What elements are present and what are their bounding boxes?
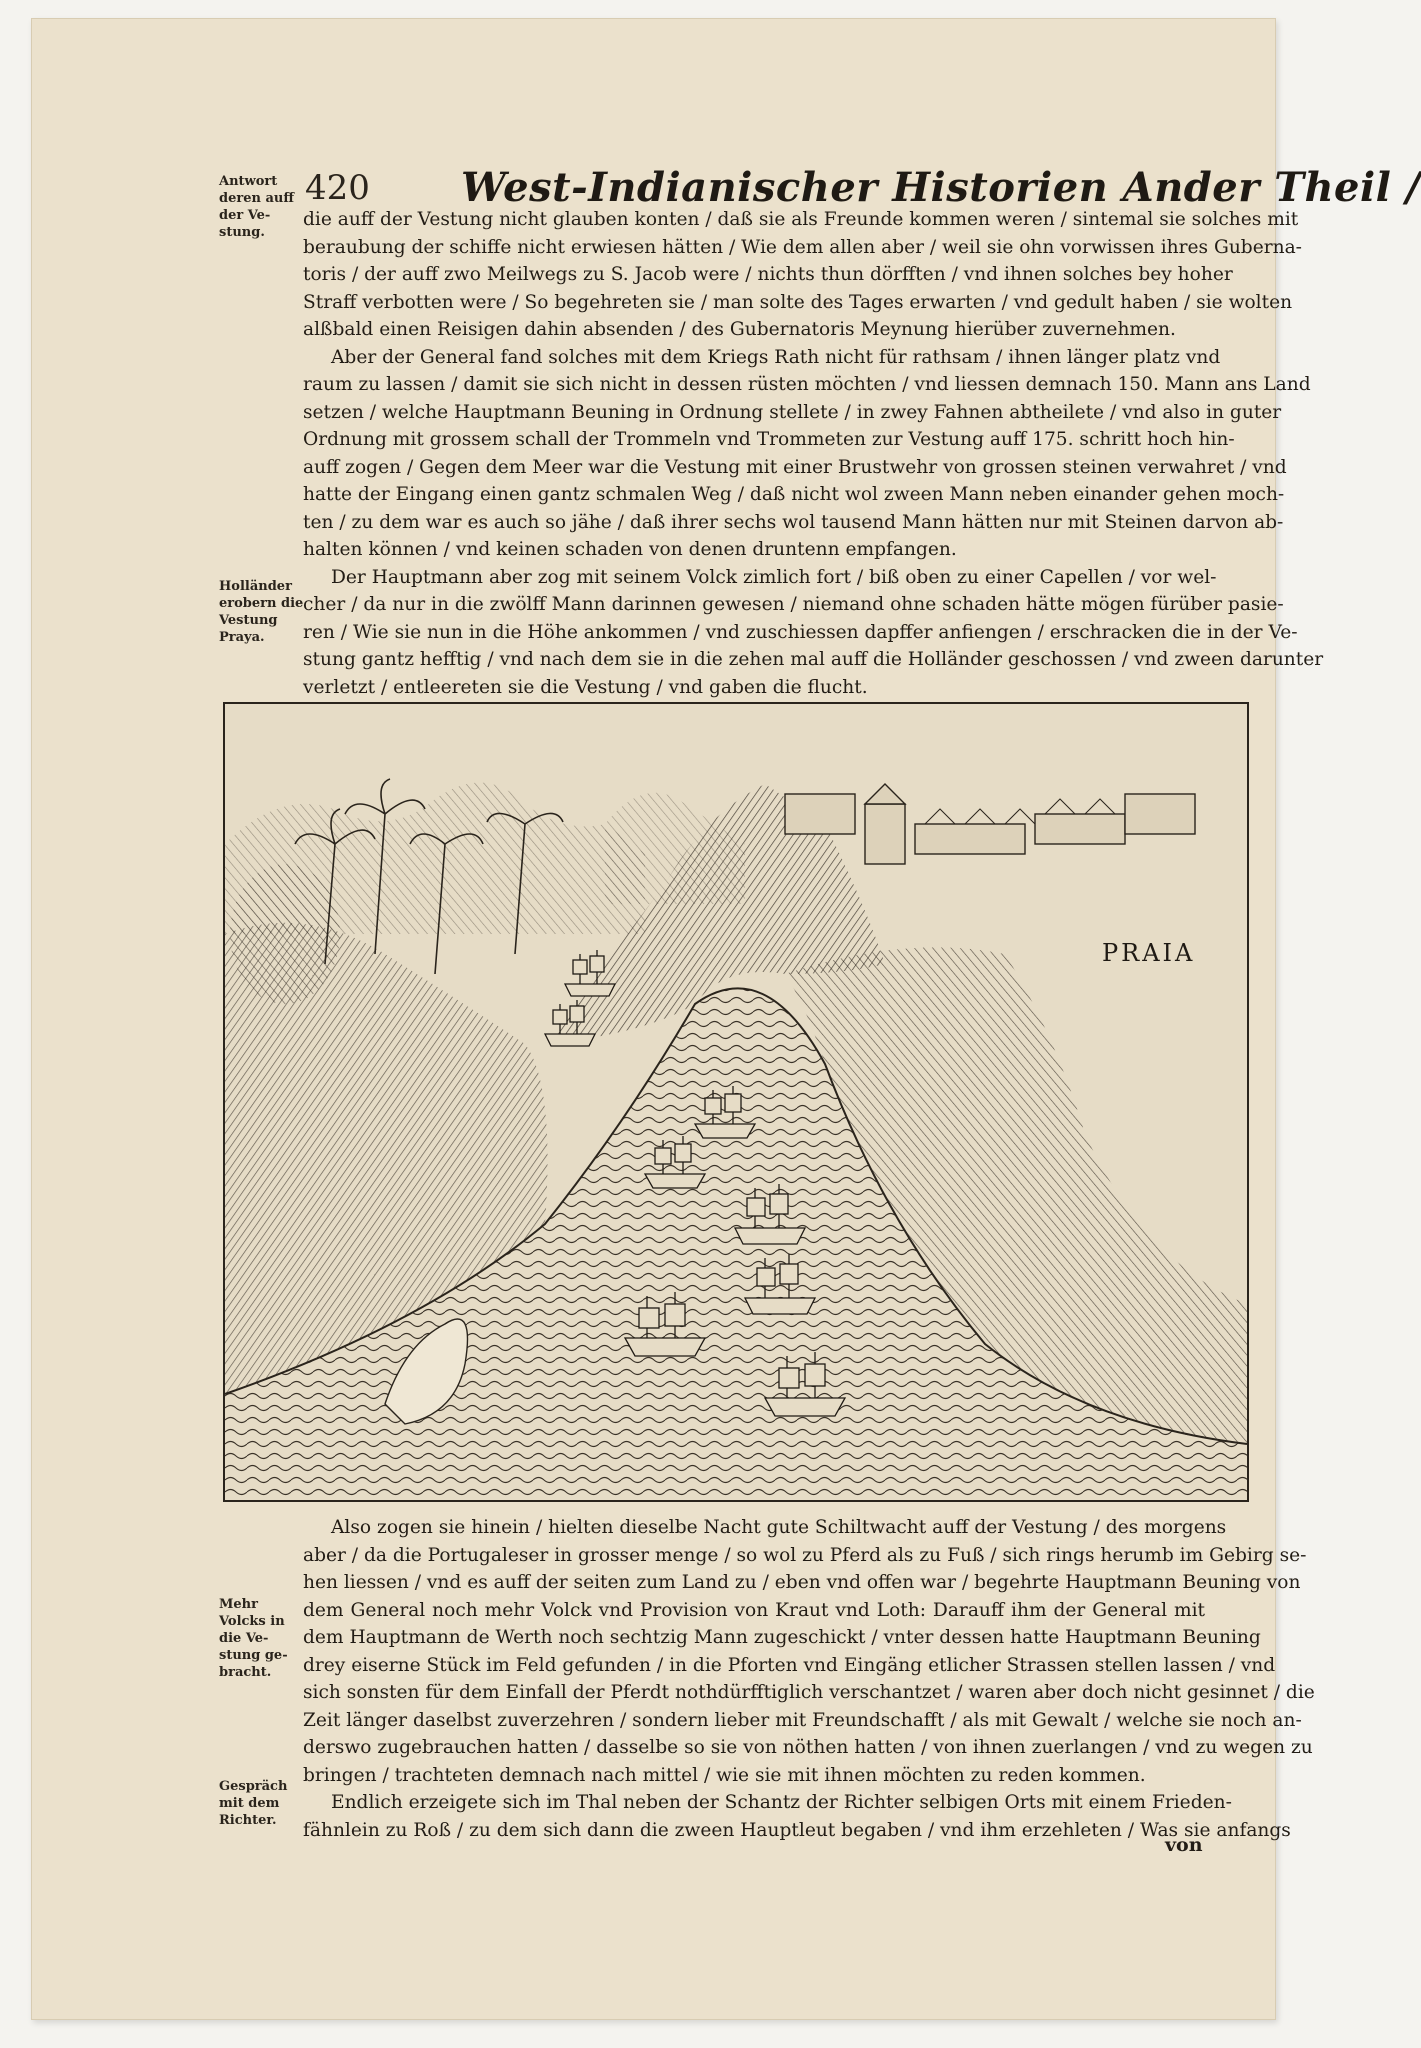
margin-note-line: der Ve- [219,208,271,223]
text-line: beraubung der schiffe nicht erwiesen hätten / Wie dem allen aber / weil sie ohn vorwissen ihres Guberna- [303,236,1302,258]
text-block-bottom [303,1514,1315,1844]
text-line: aber / da die Portugaleser in grosser menge / so wol zu Pferd als zu Fuß / sich rings herumb im Gebirg se- [303,1544,1307,1566]
text-line: Straff verbotten were / So begehreten sie / man solte des Tages erwarten / vnd gedult haben / sie wolten [303,291,1293,313]
text-line: setzen / welche Hauptmann Beuning in Ordnung stellete / in zwey Fahnen abtheilete / vnd also in guter [303,401,1282,423]
text-line: die auff der Vestung nicht glauben konten / daß sie als Freunde kommen weren / sintemal sie solches mit [303,209,1299,230]
text-line: stung gantz hefftig / vnd nach dem sie in die zehen mal auff die Holländer geschossen / vnd zween darunter [303,649,1324,670]
book-page [31,18,1421,2020]
running-title: West-Indianischer Historien Ander Theil / [461,164,1421,211]
margin-note-line: Vestung [219,613,278,628]
margin-note-line: mit dem [219,1796,280,1811]
margin-note-line: bracht. [219,1665,272,1680]
text-line: Der Hauptmann aber zog mit seinem Volck zimlich fort / biß oben zu einer Capellen / vor wel- [331,566,1217,588]
text-line: halten können / vnd keinen schaden von denen druntenn empfangen. [303,539,957,560]
text-line: dem General noch mehr Volck vnd Provision von Kraut vnd Loth: Darauff ihm der General mit [303,1599,1205,1621]
text-line: cher / da nur in die zwölff Mann darinnen gewesen / niemand ohne schaden hätte mögen fürüber pasie- [303,594,1284,615]
margin-note-3 [219,1596,303,1681]
text-line: verletzt / entleereten sie die Vestung / vnd gaben die flucht. [303,676,868,698]
engraving-illustration [225,704,1247,1500]
text-line: Aber der General fand solches mit dem Kriegs Rath nicht für rathsam / ihnen länger platz vnd [331,346,1221,368]
text-line: dem Hauptmann de Werth noch sechtzig Mann zugeschickt / vnter dessen hatte Hauptmann Beuning [303,1627,1261,1648]
text-line: ten / zu dem war es auch so jähe / daß ihrer sechs wol tausend Mann hätten nur mit Steinen darvon ab- [303,511,1284,533]
text-line: sich sonsten für dem Einfall der Pferdt nothdürfftiglich verschantzet / waren aber doch nicht gesinnet / die [303,1682,1315,1703]
margin-note-line: Richter. [219,1813,277,1828]
margin-note-line: deren auff [219,191,295,206]
margin-note-line: die Ve- [219,1631,269,1646]
margin-note-line: erobern die [219,596,304,611]
text-line: auff zogen / Gegen dem Meer war die Vestung mit einer Brustwehr von grossen steinen verwahret / vnd [303,456,1287,478]
margin-note-line: stung. [219,225,265,240]
margin-note-line: Mehr [219,1597,258,1612]
margin-note-line: stung ge- [219,1648,288,1663]
margin-note-line: Praya. [219,630,265,645]
text-line: Endlich erzeigete sich im Thal neben der Schantz der Richter selbigen Orts mit einem Frieden- [331,1792,1232,1813]
text-line: raum zu lassen / damit sie sich nicht in dessen rüsten möchten / vnd liessen demnach 150. Mann ans Land [303,374,1311,395]
text-line: alßbald einen Reisigen dahin absenden / des Gubernatoris Meynung hierüber zuvernehmen. [303,319,1176,340]
text-line: hatte der Eingang einen gantz schmalen Weg / daß nicht wol zween Mann neben einander gehen moch- [303,484,1285,505]
text-line: fähnlein zu Roß / zu dem sich dann die zween Hauptleut begaben / vnd ihm erzehleten / Was sie anfangs [303,1819,1291,1841]
margin-note-2 [219,578,303,646]
page-number: 420 [305,168,370,208]
margin-note-line: Antwort [219,174,278,189]
text-line: bringen / trachteten demnach nach mittel / wie sie mit ihnen möchten zu reden kommen. [303,1764,1146,1786]
text-line: toris / der auff zwo Meilwegs zu S. Jacob were / nichts thun dörfften / vnd ihnen solches bey hoher [303,264,1233,285]
margin-note-line: Holländer [219,579,292,594]
margin-note-4 [219,1778,303,1829]
text-line: hen liessen / vnd es auff der seiten zum Land zu / eben vnd offen war / begehrte Hauptmann Beuning von [303,1572,1301,1593]
margin-note-line: Gespräch [219,1779,288,1794]
text-line: Ordnung mit grossem schall der Trommeln vnd Trommeten zur Vestung auff 175. schritt hoch hin- [303,429,1235,450]
margin-note-line: Volcks in [219,1614,285,1629]
text-line: ren / Wie sie nun in die Höhe ankommen / vnd zuschiessen dapffer anfiengen / erschracken die in der Ve- [303,621,1298,643]
text-block-top [303,206,1324,701]
text-line: Zeit länger daselbst zuverzehren / sondern lieber mit Freundschafft / als mit Gewalt / welche sie noch an- [303,1709,1302,1731]
catchword: von [1165,1834,1203,1856]
margin-note-1 [219,173,303,241]
text-line: drey eiserne Stück im Feld gefunden / in die Pforten vnd Eingäng etlicher Strassen stellen lassen / vnd [303,1654,1276,1676]
text-line: derswo zugebrauchen hatten / dasselbe so sie von nöthen hatten / von ihnen zuerlangen / vnd zu wegen zu [303,1737,1313,1758]
map-label-praia: PRAIA [1102,939,1196,967]
engraving-praia-harbour [223,702,1249,1502]
text-line: Also zogen sie hinein / hielten dieselbe Nacht gute Schiltwacht auff der Vestung / des morgens [331,1517,1227,1538]
